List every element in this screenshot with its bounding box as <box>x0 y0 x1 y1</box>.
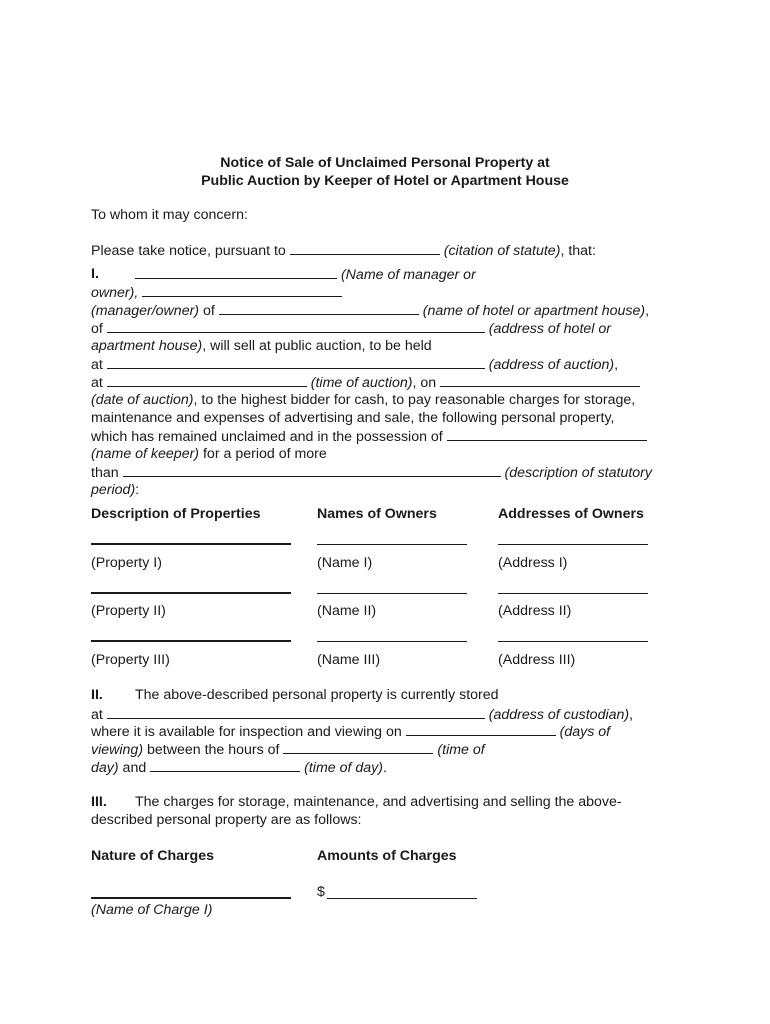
property-1-blank[interactable] <box>91 543 291 545</box>
auction-time-blank[interactable] <box>107 373 307 387</box>
s2-at-text: at <box>91 707 103 723</box>
hotel-name-blank[interactable] <box>219 301 419 315</box>
address-2-blank[interactable] <box>498 593 648 594</box>
section1-line7 <box>91 373 640 392</box>
header-amounts-charges: Amounts of Charges <box>317 848 457 864</box>
auction-date-blank[interactable] <box>440 373 640 387</box>
of2-text: of <box>91 321 103 337</box>
s2-period-text: . <box>382 760 387 776</box>
section3-line1: The charges for storage, maintenance, and advertising and selling the above- <box>135 794 622 810</box>
section2-line4 <box>91 740 485 759</box>
notice-intro: Please take notice, pursuant to <box>91 243 286 259</box>
amount-1-blank[interactable] <box>327 898 477 899</box>
comma-text-2: , <box>614 357 619 373</box>
available-text: where it is available for inspection and viewing on <box>91 724 402 740</box>
section1-line6 <box>91 355 618 374</box>
citation-label: (citation of statute) <box>443 243 561 259</box>
time-of-label: (time of <box>437 742 485 758</box>
section1-line3 <box>91 301 649 320</box>
section1-line11 <box>91 445 327 463</box>
section1-line1 <box>91 265 99 283</box>
manager-name-blank[interactable] <box>135 265 337 279</box>
notice-line <box>91 241 596 260</box>
keeper-name-blank[interactable] <box>447 427 647 441</box>
hotel-name-label: (name of hotel or apartment house) <box>422 303 646 319</box>
section1-line10 <box>91 427 647 446</box>
address-3-blank[interactable] <box>498 641 648 642</box>
manager-owner-label: (manager/owner) <box>91 303 200 319</box>
section1-line4 <box>91 319 611 338</box>
and-text: and <box>118 760 147 776</box>
address-auction-label: (address of auction) <box>488 357 615 373</box>
name-1-blank[interactable] <box>317 544 467 545</box>
will-sell-text: , will sell at public auction, to be held <box>202 338 432 354</box>
between-text: between the hours of <box>143 742 280 758</box>
property-2-label: (Property II) <box>91 603 166 619</box>
salutation: To whom it may concern: <box>91 207 248 223</box>
section1-line5 <box>91 337 432 355</box>
property-1-label: (Property I) <box>91 555 162 571</box>
viewing-days-blank[interactable] <box>406 722 556 736</box>
section2-number <box>91 686 103 704</box>
header-description-properties: Description of Properties <box>91 506 261 522</box>
name-3-blank[interactable] <box>317 641 467 642</box>
custodian-address-blank[interactable] <box>107 705 485 719</box>
days-of-label: (days of <box>559 724 611 740</box>
viewing-label: viewing) <box>91 742 144 758</box>
header-nature-charges: Nature of Charges <box>91 848 214 864</box>
section2-num: II. <box>91 687 103 703</box>
time-auction-label: (time of auction) <box>310 375 413 391</box>
address-custodian-label: (address of custodian) <box>488 707 630 723</box>
name-keeper-label: (name of keeper) <box>91 446 200 462</box>
section3-num: III. <box>91 794 107 810</box>
property-2-blank[interactable] <box>91 592 291 594</box>
at-text: at <box>91 357 103 373</box>
statutory-period-blank[interactable] <box>123 463 501 477</box>
start-time-blank[interactable] <box>283 740 433 754</box>
owner-label: owner), <box>91 285 139 301</box>
section3-line2: described personal property are as follows: <box>91 812 362 828</box>
colon-text: : <box>135 482 140 498</box>
document-title-line2: Public Auction by Keeper of Hotel or Apartment House <box>201 173 569 189</box>
than-text: than <box>91 465 119 481</box>
remained-text: which has remained unclaimed and in the possession of <box>91 429 443 445</box>
s2-comma-text: , <box>629 707 634 723</box>
address-1-label: (Address I) <box>498 555 568 571</box>
property-3-blank[interactable] <box>91 640 291 642</box>
section1-line9: maintenance and expenses of advertising and sale, the following personal property, <box>91 410 615 426</box>
day-label: day) <box>91 760 119 776</box>
desc-statutory-label: (description of statutory <box>504 465 652 481</box>
auction-address-blank[interactable] <box>107 355 485 369</box>
date-auction-label: (date of auction) <box>91 392 194 408</box>
at2-text: at <box>91 375 103 391</box>
dollar-sign: $ <box>317 884 325 900</box>
address-2-label: (Address II) <box>498 603 572 619</box>
section2-line3 <box>91 722 610 741</box>
notice-that: , that: <box>560 243 596 259</box>
charge-1-label: (Name of Charge I) <box>91 902 213 918</box>
address-hotel-label: (address of hotel or <box>488 321 611 337</box>
name-3-label: (Name III) <box>317 652 381 668</box>
name-manager-label: (Name of manager or <box>340 267 476 283</box>
statute-blank[interactable] <box>290 241 440 255</box>
hotel-address-blank[interactable] <box>107 319 485 333</box>
on-text: , on <box>412 375 437 391</box>
charge-1-blank[interactable] <box>91 897 291 899</box>
end-time-blank[interactable] <box>150 758 300 772</box>
period-more-text: for a period of more <box>199 446 327 462</box>
section2-line5 <box>91 758 387 777</box>
address-3-label: (Address III) <box>498 652 576 668</box>
header-names-owners: Names of Owners <box>317 506 437 522</box>
of-text: of <box>202 303 215 319</box>
section1-line1-content <box>135 265 476 284</box>
section1-line2 <box>91 283 342 302</box>
manager-owner-blank[interactable] <box>142 283 342 297</box>
document-title-line1: Notice of Sale of Unclaimed Personal Property at <box>220 155 550 171</box>
section2-line1: The above-described personal property is currently stored <box>135 687 499 703</box>
address-1-blank[interactable] <box>498 544 648 545</box>
name-2-blank[interactable] <box>317 593 467 594</box>
time-of-day-label: (time of day) <box>304 760 383 776</box>
section1-line12 <box>91 463 652 482</box>
name-2-label: (Name II) <box>317 603 377 619</box>
section1-line13 <box>91 481 139 499</box>
apt-house-label: apartment house) <box>91 338 203 354</box>
bidder-text: , to the highest bidder for cash, to pay reasonable charges for storage, <box>193 392 636 408</box>
section3-number <box>91 793 107 811</box>
section1-line8 <box>91 391 635 409</box>
period-label: period) <box>91 482 136 498</box>
name-1-label: (Name I) <box>317 555 373 571</box>
section1-number: I. <box>91 266 99 282</box>
header-addresses-owners: Addresses of Owners <box>498 506 644 522</box>
property-3-label: (Property III) <box>91 652 170 668</box>
comma-text: , <box>645 303 650 319</box>
